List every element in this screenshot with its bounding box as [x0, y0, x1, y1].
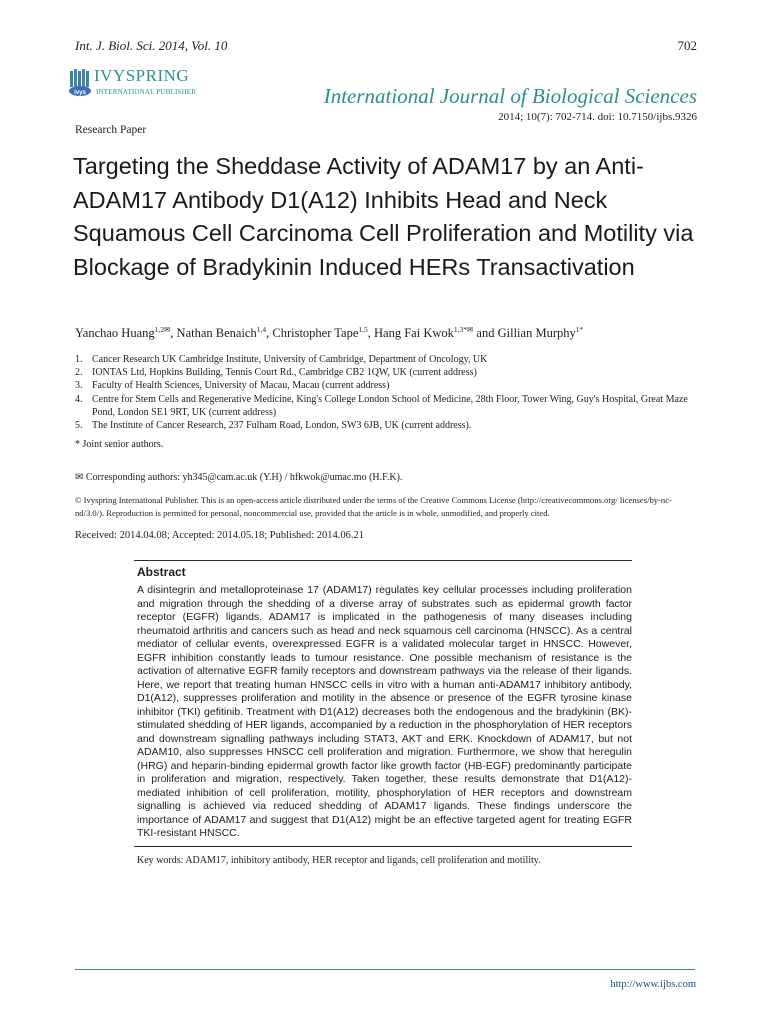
author-name: Yanchao Huang — [75, 326, 155, 341]
abstract-heading: Abstract — [137, 565, 186, 579]
affiliation-item — [75, 379, 700, 392]
affiliation-item — [75, 393, 700, 419]
author-name: Gillian Murphy — [497, 326, 576, 341]
affiliation-text: Faculty of Health Sciences, University of Macau, Macau (current address) — [92, 380, 390, 392]
abstract-top-rule — [134, 560, 632, 561]
journal-name[interactable]: International Journal of Biological Sciences — [323, 84, 697, 108]
affiliation-number: 3. — [75, 380, 83, 392]
abstract-text: A disintegrin and metalloproteinase 17 (ADAM17) regulates key cellular processes including proliferation and migration through the shedding of a diverse array of substrates such as epidermal growth factor receptor (EGFR) ligands. ADAM17 is implicated in the pathogenesis of many diseases including rheumatoid arthritis and cancers such as head and neck squamous cell carcinoma (HNSCC). As a central mediator of cellular events, overexpressed EGFR is a validated molecular target in HNSCC. However, EGFR inhibition constantly leads to tumour resistance. One possible mechanism of resistance is the activation of alternative EGFR family receptors and downstream pathways via the release of their ligands. Here, we report that treating human HNSCC cells in vitro with a human anti-ADAM17 inhibitory antibody, D1(A12), suppresses proliferation and motility in the absence or presence of the EGFR tyrosine kinase inhibitor (TKI) gefitinib. Treatment with D1(A12) decreases both the endogenous and the bradykinin (BK)-stimulated shedding of HER ligands, accompanied by a reduction in the phosphorylation of HER receptors and downstream signalling pathways including STAT3, AKT and ERK. Knockdown of ADAM17, but not ADAM10, also suppresses HNSCC cell proliferation and migration. Furthermore, we show that heregulin (HRG) and heparin-binding epidermal growth factor like growth factor (HB-EGF) predominantly participate in proliferation and migration, respectively. Taken together, these results demonstrate that D1(A12)-mediated inhibition of cell proliferation, motility, phosphorylation of HER receptors and downstream signalling is achieved via reduced shedding of ADAM17 ligands. These findings underscore the importance of ADAM17 and suggest that D1(A12) might be an effective targeted agent for treating EGFR TKI-resistant HNSCC. — [137, 584, 632, 839]
affiliation-text: Cancer Research UK Cambridge Institute, University of Cambridge, Department of Oncology, UK — [92, 354, 488, 365]
author-separator: , — [266, 326, 273, 341]
envelope-icon: ✉ — [467, 325, 474, 334]
author-affiliation-marker: 1,3* — [453, 325, 467, 334]
envelope-icon: ✉ — [164, 325, 171, 334]
author-list — [75, 325, 583, 341]
running-header-journal: Int. J. Biol. Sci. 2014, Vol. 10 — [75, 38, 228, 53]
affiliation-text: The Institute of Cancer Research, 237 Fulham Road, London, SW3 6JB, UK (current address). — [92, 420, 472, 432]
ivyspring-logo-icon — [68, 68, 94, 98]
paper-type: Research Paper — [75, 124, 147, 136]
affiliation-text: IONTAS Ltd, Hopkins Building, Tennis Court Rd., Cambridge CB2 1QW, UK (current address) — [92, 367, 477, 379]
abstract-bottom-rule — [134, 846, 632, 847]
affiliation-number: 2. — [75, 367, 83, 379]
affiliation-text: Centre for Stem Cells and Regenerative Medicine, King's College London School of Medicine, 28th Floor, Tower Wing, Guy's Hospital, Great Maze Pond, London SE1 9RT, UK (current address) — [92, 393, 688, 418]
citation-doi: 2014; 10(7): 702-714. doi: 10.7150/ijbs.9326 — [498, 111, 697, 123]
affiliation-number: 4. — [75, 393, 83, 405]
keywords: Key words: ADAM17, inhibitory antibody, HER receptor and ligands, cell proliferation and motility. — [137, 854, 541, 866]
affiliation-number: 5. — [75, 420, 83, 432]
affiliation-item — [75, 353, 700, 366]
affiliation-list — [75, 353, 700, 432]
author-name: Hang Fai Kwok — [374, 326, 454, 341]
author-affiliation-marker: 1,4 — [256, 325, 267, 334]
abstract-box — [134, 560, 632, 867]
svg-text:ivys: ivys — [74, 90, 86, 96]
author-name: Christopher Tape — [272, 326, 359, 341]
affiliation-item — [75, 419, 700, 432]
license-statement: © Ivyspring International Publisher. This is an open-access article distributed under the terms of the Creative Commons License (http://creativecommons.org/ licenses/by-nc-nd/3.0/). Reproduction is permitted for personal, noncommercial use, provided that the article is in whole, unmodified, and properly cited. — [75, 495, 672, 518]
author-affiliation-marker: 1* — [575, 325, 584, 334]
author-affiliation-marker: 1,2 — [154, 325, 164, 334]
publisher-name: IVYSPRING — [94, 66, 190, 85]
author-name: Nathan Benaich — [176, 326, 257, 341]
author-separator: and — [473, 326, 498, 341]
footer-rule — [75, 969, 695, 970]
corresponding-authors[interactable]: ✉ Corresponding authors: yh345@cam.ac.uk (Y.H) / hfkwok@umac.mo (H.F.K). — [75, 472, 403, 483]
affiliation-number: 1. — [75, 354, 83, 365]
publisher-subtitle: INTERNATIONAL PUBLISHER — [96, 88, 197, 96]
affiliation-item — [75, 366, 700, 379]
publication-dates: Received: 2014.04.08; Accepted: 2014.05.18; Published: 2014.06.21 — [75, 530, 365, 541]
footer-url-link[interactable]: http://www.ijbs.com — [610, 979, 696, 990]
paper-title: Targeting the Sheddase Activity of ADAM17 by an Anti-ADAM17 Antibody D1(A12) Inhibits Head and Neck Squamous Cell Carcinoma Cell Proliferation and Motility via Blockage of Bradykinin Induced HERs Transactivation — [73, 153, 694, 280]
joint-authors-note: * Joint senior authors. — [75, 439, 164, 450]
author-affiliation-marker: 1,5 — [358, 325, 368, 334]
author-separator: , — [170, 326, 177, 341]
author-separator: , — [367, 326, 375, 341]
page-number: 702 — [677, 38, 697, 53]
